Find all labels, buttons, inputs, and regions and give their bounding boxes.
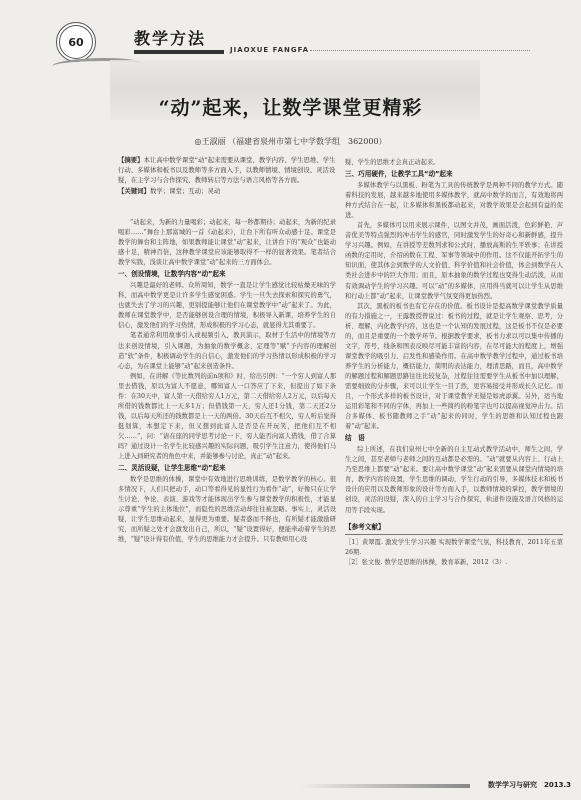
keywords-label: 【关键词】 [118, 186, 150, 195]
right-column [345, 158, 563, 568]
abstract-summary [118, 155, 338, 186]
intro-paragraph: “动起来，为新的力量喝彩；动起来，每一秒都期待；动起来，为新的纪录喝彩……”舞台上那富城的一首《动起来》，让台下所有听众动感十足。课堂是教学的舞台和主阵地，如果教师能让课堂“动”起来，让讲台下的“观众”也能动感十足，精神百倍，这种教学课堂应该能够取得不一样的显著效果。笔者结合教学实践，浅谈让高中数学课堂“动”起来的三方面体会。 [118, 219, 336, 267]
body-paragraph: 例如，在讲解《等比数列的前n项和》时，给出引例：“一个穷人到富人那里去借钱，原以为富人不愿意，哪知富人一口答应了下来，但提出了如下条件：在30天中，富人第一天借给穷人1万元，第二天借给穷人2万元，以后每天所借的钱数都比上一天多1万；但借钱第一天，穷人还1分钱，第二天还2分钱，以后每天所还的钱数都是上一天的两倍。30天后互不相欠，穷人听后觉得挺划算，本想定下来，但又想到此富人是否是在开玩笑，把他们互不相欠……”，问：“请在座的同学思考讨论一下，穷人能否向富人借钱，借了合算吗？通过设计一名学生比较感兴趣的实际问题，吸引学生注意力，使得他们马上进入到研究者的角色中来，并能够参与讨论，真正“动”起来。 [118, 372, 336, 461]
body-paragraph: 综上所述，在我们泉州七中全新的自主互动式教学活动中，师生之间，学生之间，甚至老师与老师之间的互动都是必需的。“动”就要从内容上、行动上乃至思维上都要“动”起来。要让高中数学课堂“动”起来需要从课堂内情境的培育，教学内容的设置，学生思维的调动，学生行动的引导，多媒体技术和板书设计的应用以及教师形象的设计等方面入手，以教师情境的掌控，教学情境的创设，灵活的设疑，深入的自主学习与合作探究，轨道件设施及语言风格的运用等手段实现。 [345, 446, 563, 514]
body-paragraph: 其次，黑板的板书也有它存在的价值。板书设计是提高数学课堂教学质量的有力措施之一，王露教授曾说过：板书的过程，就是让学生观察、思考，分析、理解，内化教学内容，这也是一个认知的发展过程，这是板书不仅是必要的，而且是重要的一个教学环节。根据教学要求，板书力求以可以集中传播的文字，符号，线条和图表反映尽可能丰富的内容，在尽可能大的程度上，增强课堂教学的吸引力、启发性和感染作用。在高中数学教学过程中，通过板书培养学生的分析能力，概括能力，简明的表达能力，理清思路，而且，高中数学的解题过程和解题思路往往比较复杂，过程往往需要学生从板书中加以理解，需要细致的分步骤，来可以让学生一目了然，更容易接受并形成长久记忆。而且，一个形式多样的板书设计，对于课堂教学无疑是如虎添翼。另外，适当地运用彩笔和不同的字体，再加上一些简约的粉笔字也可以提高视觉冲击力。结合多媒体、板书随教师之手“动”起来的同时，学生的思维和认知过程也跟着“动”起来。 [345, 302, 563, 431]
keywords-text: 数学；课堂；互动；灵动 [149, 186, 221, 195]
conclusion-heading: 结 语 [345, 434, 365, 443]
header-rule [134, 50, 224, 54]
references-heading: 【参考文献】 [345, 522, 385, 531]
section-title: 教学方法 [134, 29, 207, 48]
abstract-keywords [118, 186, 338, 196]
references-rule [345, 534, 563, 535]
reference-item: ［2］张文俊. 数学是思维的体操，教育革新，2012（3）. [345, 558, 508, 566]
header-dotted-rule [310, 50, 530, 51]
section-heading-3: 三、巧用硬件，让教学工具“动”起来 [345, 170, 453, 179]
article-title: “动”起来，让数学课堂更精彩 [158, 97, 423, 119]
abstract-block [118, 155, 338, 196]
summary-text: 本让高中数学课堂“动”起来需要从课堂、教学内容、学生思维、学生行动、多媒体和板书以及教师等多方面入手，以教师情境、情境创设、灵活设疑，在主学习与合作探究、教师转启等方法与语言风格等各方面。 [118, 156, 336, 185]
body-paragraph: 数学是思维的体操，课堂中有效地进行思维训练，是数学教学的核心。很多情况下，人们只把动手，动口等看得见的显性行为看作“动”，好像只在让学生讨论、争论、表演、游戏等才能体现出学生参与课堂教学的积极性，才能显示尊重“学生的主体地位”，而隐性的思维活动却往往被忽略。事实上，灵活设疑，让学生思维动起来，显得更为重要。疑者惑而不释也，有所疑才能激励研究，而所疑之处才会激发出自己，所以，“疑”设置得好，便能牵动着学生的思维，“疑”设计得有价值，学生的思维能力才会提升。只有教师用心设 [118, 476, 336, 544]
section-heading-2: 二、灵活设疑，让学生思维“动”起来 [118, 464, 226, 473]
body-paragraph: 兴趣是最好的老师。众所周知，数学一直是让学生感觉比较枯燥无味的学科，而高中数学更是让许多学生感觉困惑。学生一旦失去探索和探究的勇气，也就失去了学习的兴趣，更别提能够让他们在课堂教学中“动”起来了。为此，教师在课堂教学中，是否能够创设合理的情境，积极导入新课，培养学生的自信心，激发他们的学习热情，形成积极的学习心态，就显得尤其重要了。 [118, 282, 336, 330]
footer-bar [300, 784, 470, 788]
body-paragraph: 笔者通常利用故事引入或视频引入，教具演示，取材于生活中的情境等方法来创设情境，引入课题，为抽象的数学概念、定理等“赋”予内容的理解创造“软”条件，积极调动学生的自信心，激发他们的学习热情以形成积极的学习心态，为在课堂上能够“动”起来创造条件。 [118, 332, 336, 370]
body-paragraph: 多媒体教学与以黑板、粉笔为工具的传统教学是两种不同的教学方式。随着科技的发展，越来越多地使用多媒体教学，就高中数学的而言，有效地将两种方式结合在一起，让多媒体和黑板都动起来，对教学效果是会起到有益的促进。 [345, 182, 563, 220]
summary-label: 【摘要】 [118, 156, 144, 164]
section-heading-1: 一、创设情境，让数学内容“动”起来 [118, 270, 226, 279]
page-number: 60 [56, 22, 96, 62]
left-column [118, 218, 336, 545]
article-byline: ◎王淑丽 （福建省泉州市第七中学数学组 362000） [194, 137, 387, 146]
reference-item: ［1］黄翠霞. 激发学生学习兴趣 实现数学课堂气氛，科技教育，2011年五第26期. [345, 538, 563, 556]
body-paragraph: 首先，多媒体可以用来展示课件，以图文并茂，画面活泼，色彩鲜艳、声音优美等特点强烈的冲击学生的感官，同时激发学生的好奇心和新鲜感，提升学习兴趣。例如，在讲授等差数列求和公式时，播放高斯的生平轶事；在讲授函数的定用时，介绍函数在工程、军事等领域中的作用。这不仅能开拓学生的知识面，使其体会到数学的人文价值、科学价值和社会价值，体会到数学在人类社会进步中的巨大作用；而且，原本抽象的数学过程也变得生动活泼，从而有效调动学生的学习兴趣。可以“动”的多媒体，应用得当就可以让学生从思维和行动上都“动”起来，让课堂教学气氛变得更加热烈。 [345, 222, 563, 300]
body-paragraph: 疑，学生的思维才会真正动起来。 [345, 159, 440, 166]
section-pinyin: JIAOXUE FANGFA [230, 46, 310, 54]
journal-footer: 数学学习与研究 2013.3 [487, 781, 571, 789]
